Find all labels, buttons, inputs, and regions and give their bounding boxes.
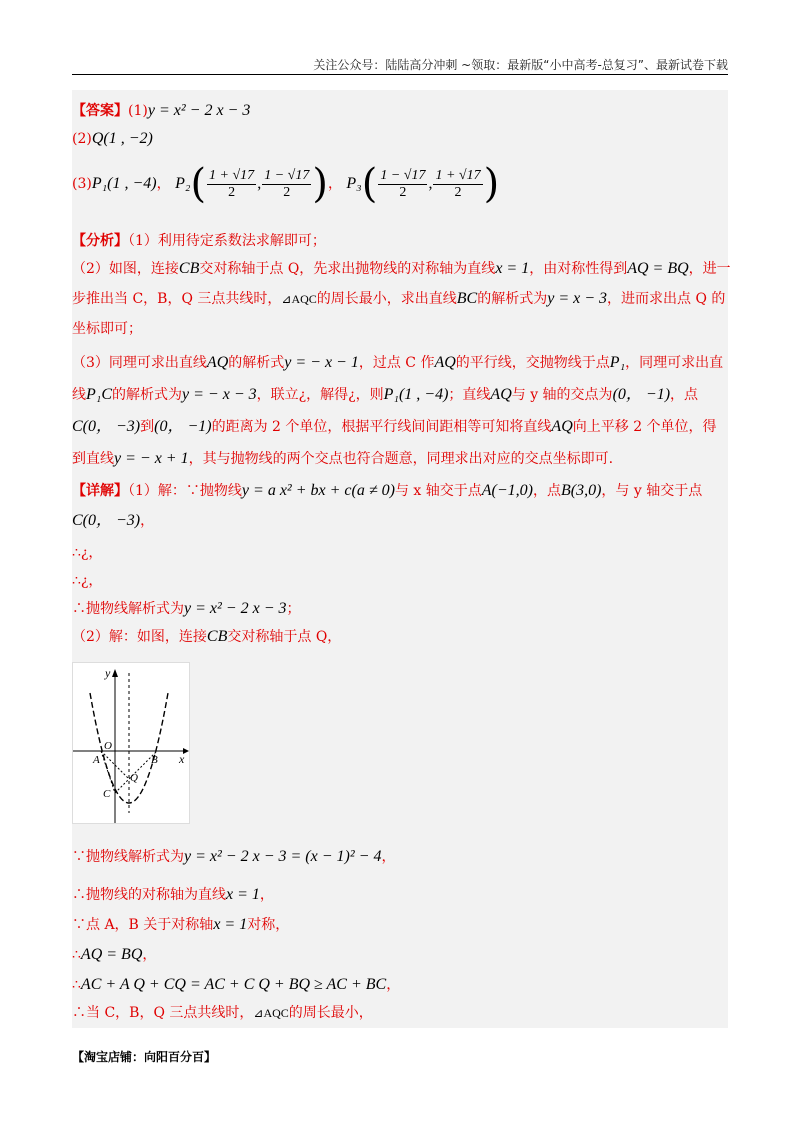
parabola-figure [72,662,190,824]
analysis-line-1: 【分析】（1）利用待定系数法求解即可； [72,233,326,249]
detail-line-6: （2）解：如图，连接CB交对称轴于点 Q， [72,628,342,645]
point-q-label: Q [130,772,138,784]
origin-label: O [104,740,112,752]
page-header: 关注公众号：陆陆高分冲刺 ~领取：最新版“小中高考-总复习”、最新试卷下载 [313,58,728,72]
answer-line-2: (2)Q(1 , −2) [72,130,153,147]
point-b-label: B [151,754,158,766]
detail-line-4: ∴¿， [72,573,103,589]
y-axis-label: y [105,666,111,680]
detail-line-5: ∴抛物线解析式为y = x² − 2 x − 3； [72,600,301,617]
analysis-line-7: C(0， −3)到(0， −1)的距离为 2 个单位，根据平行线间间距相等可知将直线AQ向上平移 2 个单位，得 [72,418,717,435]
point-c-label: C [103,788,111,800]
fraction: $\frac{1 - √17}{2}$ [264,167,310,200]
detail-label: 【详解】 [72,483,128,499]
answer-2-math: Q(1 , −2) [91,130,153,147]
analysis-line-2: （2）如图，连接CB交对称轴于点 Q，先求出抛物线的对称轴为直线x = 1，由对称性得到AQ = BQ，进一 [72,260,731,277]
page-footer: 【淘宝店铺：向阳百分百】 [72,1050,217,1064]
detail-line-7: ∵抛物线解析式为y = x² − 2 x − 3 = (x − 1)² − 4， [72,848,396,865]
x-axis-label: x [179,752,185,766]
analysis-label: 【分析】 [72,233,128,249]
detail-line-12: ∴当 C，B，Q 三点共线时，⊿AQC的周长最小， [72,1005,373,1021]
analysis-line-3: 步推出当 C，B，Q 三点共线时，⊿AQC的周长最小，求出直线BC的解析式为y = x − 3，进而求出点 Q 的 [72,290,726,307]
answer-line-1: 【答案】(1)y = x² − 2 x − 3 [72,102,251,119]
answer-line-3: (3)P₁(1 , −4)， P₂( $\frac{1 + √17}{2}$ , $\frac{1 - √17}{2}$ )， P₃( $\frac{1 - √17}{2}$ , $\frac{1 + √17}{2}$ ) [72,161,500,207]
analysis-line-4: 坐标即可； [72,321,142,337]
detail-line-8: ∴抛物线的对称轴为直线x = 1， [72,886,274,903]
analysis-line-5: （3）同理可求出直线AQ的解析式y = − x − 1，过点 C 作AQ的平行线，交抛物线于点P₁，同理可求出直 [72,354,724,371]
detail-line-3: ∴¿， [72,545,103,561]
header-divider [72,74,728,75]
answer-3-p1: P₁(1 , −4) [91,175,157,192]
analysis-line-6: 线P₁C的解析式为y = − x − 3，联立¿，解得¿，则P₁(1 , −4)；直线AQ与 y 轴的交点为(0， −1)，点 [72,386,699,403]
fraction: $\frac{1 + √17}{2}$ [209,167,255,200]
solution-content [72,90,731,1028]
answer-1-math: y = x² − 2 x − 3 [147,102,251,119]
fraction: $\frac{1 - √17}{2}$ [380,167,426,200]
answer-label: 【答案】 [72,103,128,119]
parabola-graph [73,663,189,823]
analysis-line-8: 到直线y = − x + 1，其与抛物线的两个交点也符合题意，同理求出对应的交点坐标即可. [72,450,614,467]
detail-line-1: 【详解】（1）解：∵抛物线y = a x² + bx + c(a ≠ 0)与 x 轴交于点A(−1,0)，点B(3,0)，与 y 轴交于点 [72,482,703,499]
detail-line-2: C(0， −3)， [72,512,155,529]
fraction: $\frac{1 + √17}{2}$ [435,167,481,200]
point-a-label: A [93,754,100,766]
detail-line-9: ∵点 A，B 关于对称轴x = 1对称， [72,916,290,933]
y-axis-arrow [112,669,118,677]
detail-line-11: ∴AC + A Q + CQ = AC + C Q + BQ ≥ AC + BC， [72,976,401,993]
detail-line-10: ∴AQ = BQ， [72,946,157,963]
